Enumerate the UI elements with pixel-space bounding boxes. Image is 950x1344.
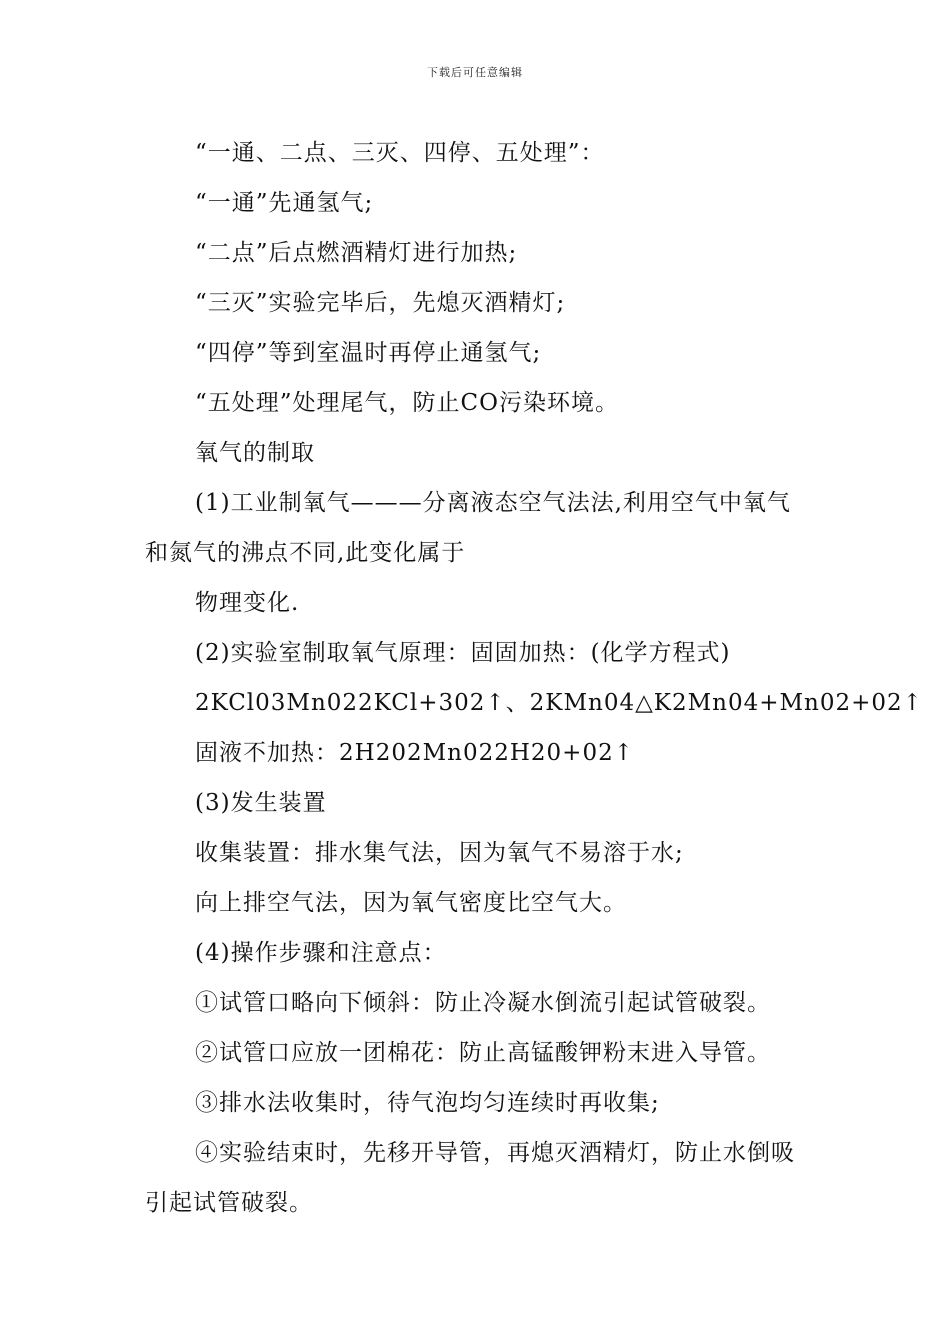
paragraph-collection-air: 向上排空气法，因为氧气密度比空气大。 [195, 890, 627, 916]
paragraph-equations: 2KCl03Mn022KCl+302↑、2KMn04△K2Mn04+Mn02+02↑ [195, 690, 923, 716]
section-heading-oxygen: 氧气的制取 [195, 440, 315, 466]
paragraph-step-3: “三灭”实验完毕后，先熄灭酒精灯; [195, 290, 566, 316]
paragraph-note-2: ②试管口应放一团棉花：防止高锰酸钾粉末进入导管。 [195, 1040, 771, 1066]
paragraph-collection-water: 收集装置：排水集气法，因为氧气不易溶于水; [195, 840, 684, 866]
paragraph-note-3: ③排水法收集时，待气泡均匀连续时再收集; [195, 1090, 660, 1116]
paragraph-industrial-oxygen: (1)工业制氧气———分离液态空气法法,利用空气中氧气和氮气的沸点不同,此变化属于 [145, 490, 791, 566]
page-header: 下载后可任意编辑 [427, 66, 523, 79]
document-body [145, 128, 923, 1228]
paragraph-note-4: ④实验结束时，先移开导管，再熄灭酒精灯，防止水倒吸引起试管破裂。 [145, 1140, 795, 1216]
paragraph-note-1: ①试管口略向下倾斜：防止冷凝水倒流引起试管破裂。 [195, 990, 771, 1016]
paragraph-step-2: “二点”后点燃酒精灯进行加热; [195, 240, 518, 266]
paragraph-generator: (3)发生装置 [195, 790, 327, 816]
paragraph-lab-principle: (2)实验室制取氧气原理：固固加热：(化学方程式) [195, 640, 731, 666]
paragraph-step-5: “五处理”处理尾气，防止CO污染环境。 [195, 390, 619, 416]
paragraph-mnemonic: “一通、二点、三灭、四停、五处理”： [195, 140, 605, 166]
paragraph-step-1: “一通”先通氢气; [195, 190, 374, 216]
paragraph-step-4: “四停”等到室温时再停止通氢气; [195, 340, 542, 366]
paragraph-physical-change: 物理变化. [195, 590, 300, 616]
paragraph-solid-liquid: 固液不加热：2H202Mn022H20+02↑ [195, 740, 634, 766]
paragraph-procedure-heading: (4)操作步骤和注意点： [195, 940, 447, 966]
